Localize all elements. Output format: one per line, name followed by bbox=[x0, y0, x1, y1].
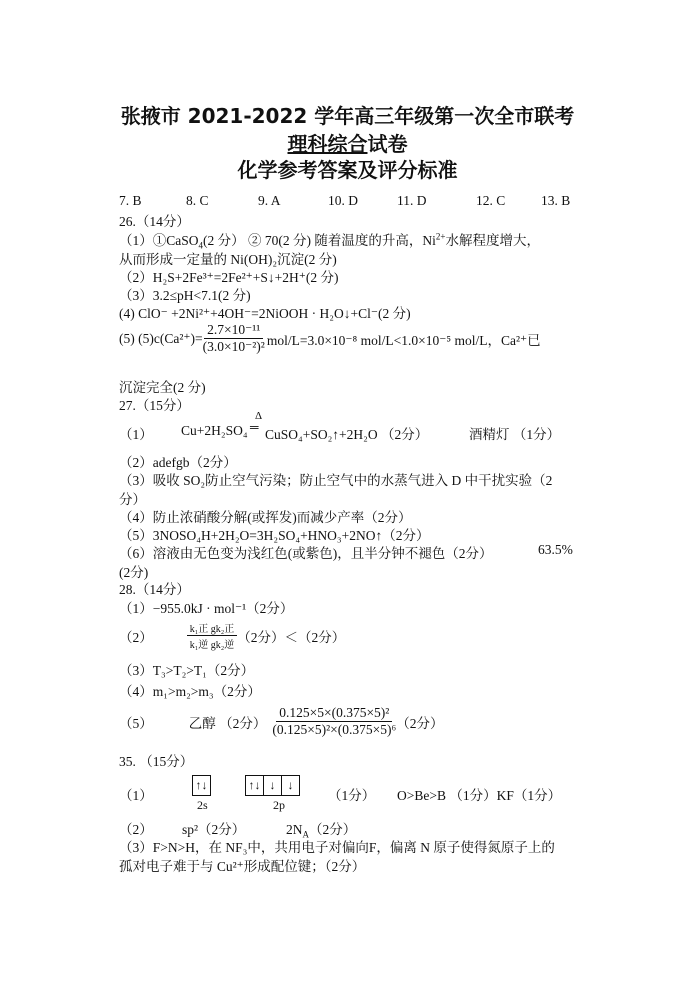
q26-heading: 26.（14分） bbox=[119, 214, 190, 229]
q27-line4: （4）防止浓硝酸分解(或挥发)而减少产率（2分） bbox=[119, 510, 412, 525]
mc-answer: 7. B bbox=[119, 193, 142, 208]
doc-title: 张掖市 2021-2022 学年高三年级第一次全市联考 bbox=[120, 104, 575, 128]
q35-line3: （3）F>N>H，在 NF₃中，共用电子对偏向F，偏离 N 原子使得氮原子上的 bbox=[119, 840, 555, 855]
q27-line3: （3）吸收 SO₂防止空气污染；防止空气中的水蒸气进入 D 中干扰实验（2 bbox=[119, 473, 553, 488]
q35-line1-label: （1） bbox=[119, 788, 153, 803]
mc-answer: 8. C bbox=[186, 193, 209, 208]
orbital-2p bbox=[245, 775, 300, 796]
q28-line1: （1）−955.0kJ · mol⁻¹（2分） bbox=[119, 601, 294, 616]
q26-line6: (5) (5)c(Ca²⁺)= $\frac{\text{2.7×10⁻¹¹}}{\text{(3.0×10⁻²)²}}$ mol/L=3.0×10⁻⁸ mol/L<1.0×10⁻⁵ mol/L，Ca²⁺已 bbox=[119, 322, 541, 354]
subtitle-underlined: 理科综合 bbox=[287, 132, 368, 156]
orbital-2p-label: 2p bbox=[273, 798, 285, 812]
mc-answer: 13. B bbox=[541, 193, 571, 208]
q26-line4: （3）3.2≤pH<7.1(2 分) bbox=[119, 288, 251, 303]
doc-subtitle bbox=[0, 128, 695, 157]
q27-line3b: 分） bbox=[119, 492, 146, 507]
q35-line2: （2） sp²（2分） $2N_A(2$分） bbox=[119, 822, 357, 840]
mc-answer: 9. A bbox=[258, 193, 281, 208]
orbital-box: ↑↓ bbox=[245, 775, 264, 796]
q35-line1-answer: O>Be>B （1分）KF（1分） bbox=[397, 788, 562, 803]
mc-answer: 12. C bbox=[476, 193, 506, 208]
q26-line3: （2）H₂S+2Fe³⁺=2Fe²⁺+S↓+2H⁺(2 分) bbox=[119, 270, 339, 285]
q26-line1: （1）①CaSO$_4$(2 分） ② 70(2 分) 随着温度的升高，$Ni^{2+}$水解程度增大， bbox=[119, 231, 540, 251]
q26-line2: 从而形成一定量的 Ni(OH)₂沉淀(2 分) bbox=[119, 252, 337, 267]
q27-heading: 27.（15分） bbox=[119, 398, 190, 413]
q26-line5: (4) ClO⁻ +2Ni²⁺+4OH⁻=2NiOOH · H₂O↓+Cl⁻(2 分) bbox=[119, 306, 411, 321]
subtitle-rest: 试卷 bbox=[367, 132, 408, 156]
q27-line1: （1） Cu+2H₂SO₄ Δ ═ CuSO₄+SO₂↑+2H₂O （2分） 酒精灯 （1分） bbox=[119, 410, 561, 442]
q35-line1-score: （1分） bbox=[328, 788, 376, 803]
q27-line7: (2分) bbox=[119, 565, 149, 580]
q27-line6: （6）溶液由无色变为浅红色(或紫色)，且半分钟不褪色（2分） bbox=[119, 546, 493, 561]
q27-line2: （2）adefgb（2分） bbox=[119, 455, 237, 470]
orbital-box: ↑↓ bbox=[192, 775, 211, 796]
orbital-2s bbox=[192, 775, 211, 796]
q35-heading: 35. （15分） bbox=[119, 754, 194, 769]
q27-yield: 63.5% bbox=[538, 542, 573, 557]
rate-constant-fraction: $\frac{\text{k₁正 gk₂正}}{\text{k₁逆 gk₂逆}}$ bbox=[187, 620, 237, 651]
q26-line7: 沉淀完全(2 分) bbox=[119, 380, 206, 395]
orbital-box: ↓ bbox=[282, 775, 300, 796]
equilibrium-fraction: $\frac{\text{0.125×5×(0.375×5)²}}{\text{(0.125×5)²×(0.375×5)⁶}}$ bbox=[272, 705, 397, 737]
ksp-fraction: $\frac{\text{2.7×10⁻¹¹}}{\text{(3.0×10⁻²)²}}$ bbox=[202, 322, 265, 354]
orbital-2s-label: 2s bbox=[197, 798, 208, 812]
q28-line3: （3）T₃>T₂>T₁（2分） bbox=[119, 663, 255, 678]
q35-line4: 孤对电子难于与 Cu²⁺形成配位键；（2分） bbox=[119, 859, 366, 874]
mc-answer: 11. D bbox=[397, 193, 427, 208]
orbital-box: ↓ bbox=[264, 775, 282, 796]
q28-line2: （2） $\frac{\text{k₁正 gk₂正}}{\text{k₁逆 gk₂逆}}$ （2分）＜（2分） bbox=[119, 620, 345, 651]
q27-line5: （5）3NOSO₄H+2H₂O=3H₂SO₄+HNO₃+2NO↑（2分） bbox=[119, 528, 430, 543]
mc-answer: 10. D bbox=[328, 193, 358, 208]
q28-heading: 28.（14分） bbox=[119, 582, 190, 597]
q28-line4: （4）m₁>m₂>m₃（2分） bbox=[119, 684, 261, 699]
doc-heading: 化学参考答案及评分标准 bbox=[237, 158, 458, 182]
q28-line5: （5） 乙醇 （2分） $\frac{\text{0.125×5×(0.375×5)²}}{\text{(0.125×5)²×(0.375×5)⁶}}$ （2分） bbox=[119, 705, 444, 737]
